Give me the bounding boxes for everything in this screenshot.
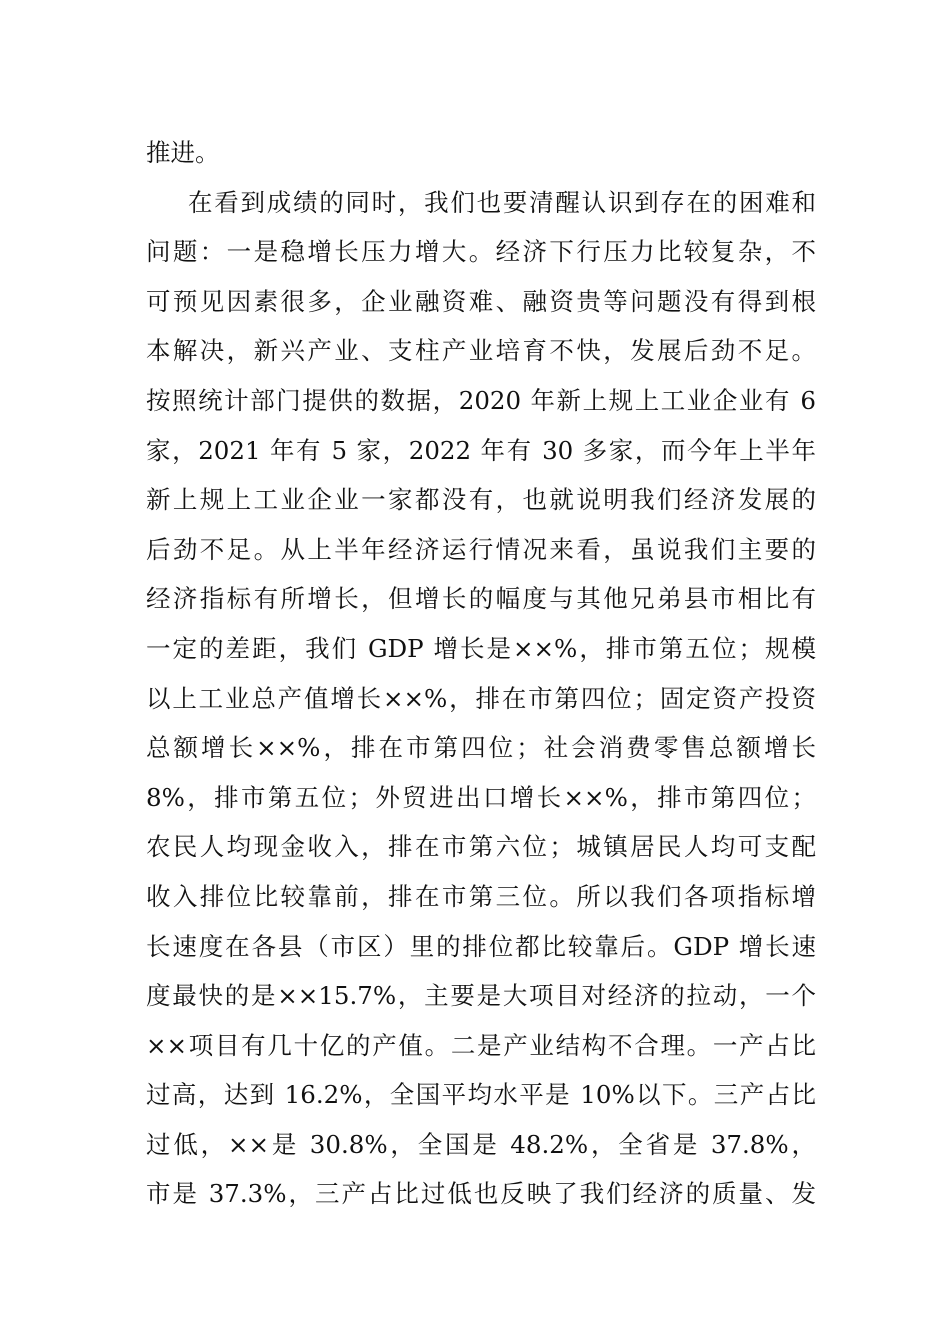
text-line: ××项目有几十亿的产值。二是产业结构不合理。一产占比 xyxy=(146,1030,816,1060)
text-line: 8%，排市第五位；外贸进出口增长××%，排市第四位； xyxy=(146,782,816,812)
text-line: 度最快的是××15.7%，主要是大项目对经济的拉动，一个 xyxy=(146,981,816,1011)
text-line: 在看到成绩的同时，我们也要清醒认识到存在的困难和 xyxy=(188,187,816,217)
text-line: 可预见因素很多，企业融资难、融资贵等问题没有得到根 xyxy=(146,286,816,316)
text-line: 总额增长××%，排在市第四位；社会消费零售总额增长 xyxy=(146,733,816,763)
text-line: 一定的差距，我们 GDP 增长是××%，排市第五位；规模 xyxy=(146,633,816,663)
text-line: 经济指标有所增长，但增长的幅度与其他兄弟县市相比有 xyxy=(146,584,816,614)
text-line: 问题：一是稳增长压力增大。经济下行压力比较复杂，不 xyxy=(146,237,816,267)
text-line: 家，2021 年有 5 家，2022 年有 30 多家，而今年上半年 xyxy=(146,435,816,465)
text-line: 过高，达到 16.2%，全国平均水平是 10%以下。三产占比 xyxy=(146,1080,816,1110)
text-line: 长速度在各县（市区）里的排位都比较靠后。GDP 增长速 xyxy=(146,931,816,961)
text-line: 收入排位比较靠前，排在市第三位。所以我们各项指标增 xyxy=(146,881,816,911)
body-text xyxy=(146,128,816,1219)
text-line: 按照统计部门提供的数据，2020 年新上规上工业企业有 6 xyxy=(146,385,816,415)
text-line: 后劲不足。从上半年经济运行情况来看，虽说我们主要的 xyxy=(146,534,816,564)
text-line: 农民人均现金收入，排在市第六位；城镇居民人均可支配 xyxy=(146,832,816,862)
text-line: 市是 37.3%，三产占比过低也反映了我们经济的质量、发 xyxy=(146,1179,816,1209)
text-line: 推进。 xyxy=(146,138,220,167)
text-line: 本解决，新兴产业、支柱产业培育不快，发展后劲不足。 xyxy=(146,336,816,366)
text-line: 新上规上工业企业一家都没有，也就说明我们经济发展的 xyxy=(146,485,816,515)
text-line: 以上工业总产值增长××%，排在市第四位；固定资产投资 xyxy=(146,683,816,713)
text-line: 过低，××是 30.8%，全国是 48.2%，全省是 37.8%， xyxy=(146,1129,816,1159)
